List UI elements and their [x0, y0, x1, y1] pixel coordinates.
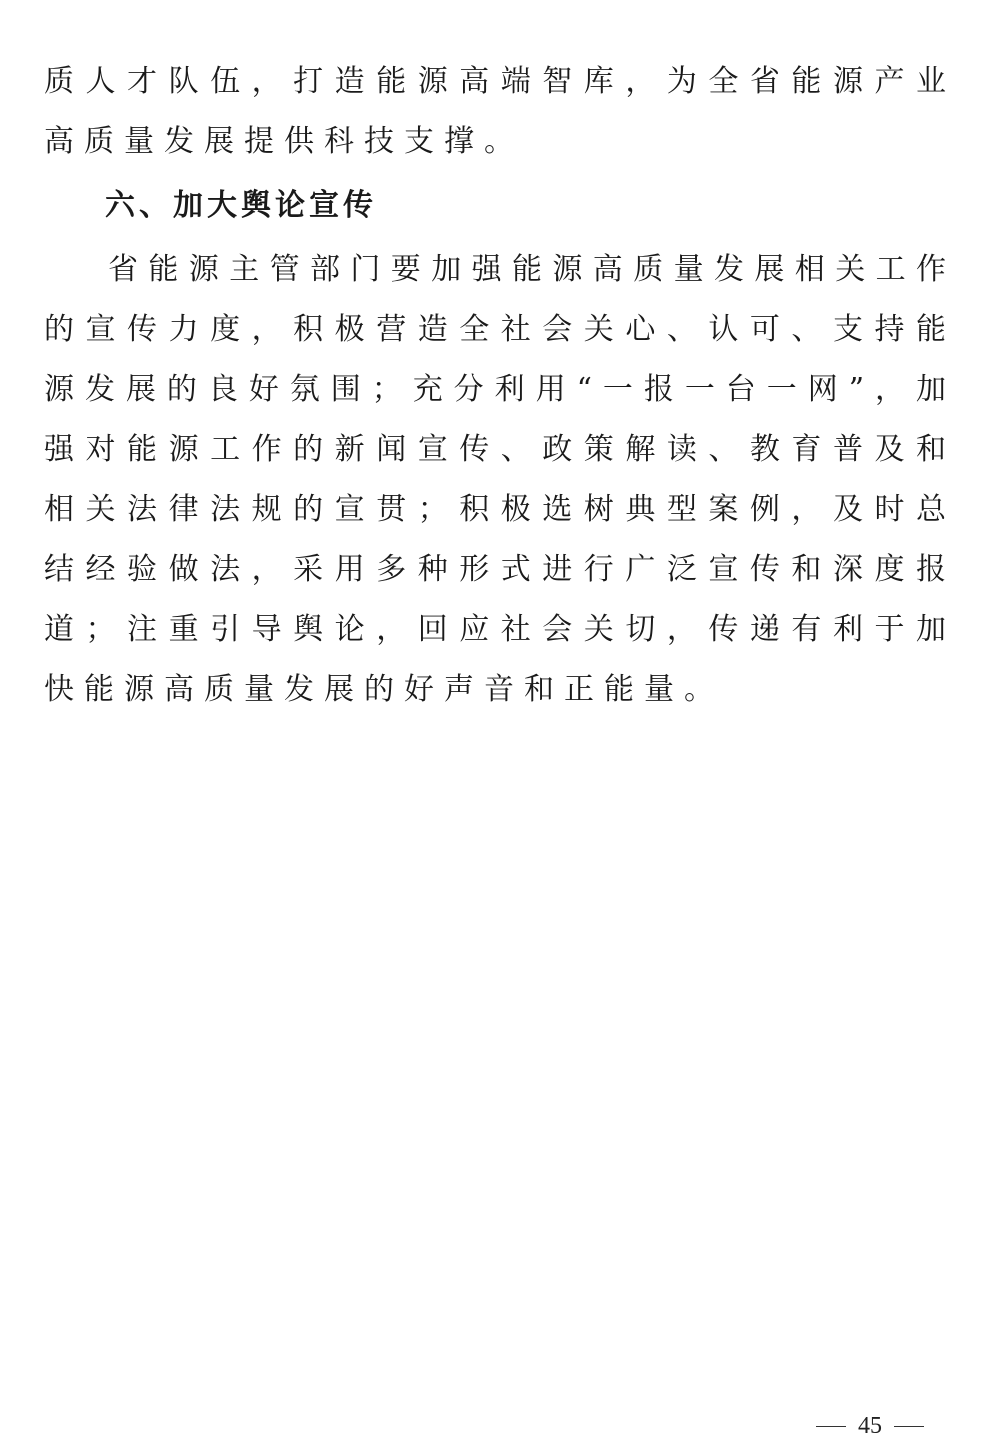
section-heading: 六、加大舆论宣传: [105, 188, 377, 223]
body-paragraph: 省能源主管部门要加强能源高质量发展相关工作的宣传力度，积极营造全社会关心、认可、支持能源发展的良好氛围；充分利用“一报一台一网”，加强对能源工作的新闻宣传、政策解读、教育普及和相关法律法规的宣贯；积极选树典型案例，及时总结经验做法，采用多种形式进行广泛宣传和深度报道；注重引导舆论，回应社会关切，传递有利于加快能源高质量发展的好声音和正能量。: [44, 252, 956, 707]
continued-paragraph: 质人才队伍，打造能源高端智库，为全省能源产业高质量发展提供科技支撑。: [44, 64, 956, 159]
right-dash-decoration: [894, 1426, 924, 1427]
page-number-footer: [800, 1406, 940, 1446]
left-dash-decoration: [816, 1426, 846, 1427]
page-number: 45: [858, 1412, 882, 1439]
